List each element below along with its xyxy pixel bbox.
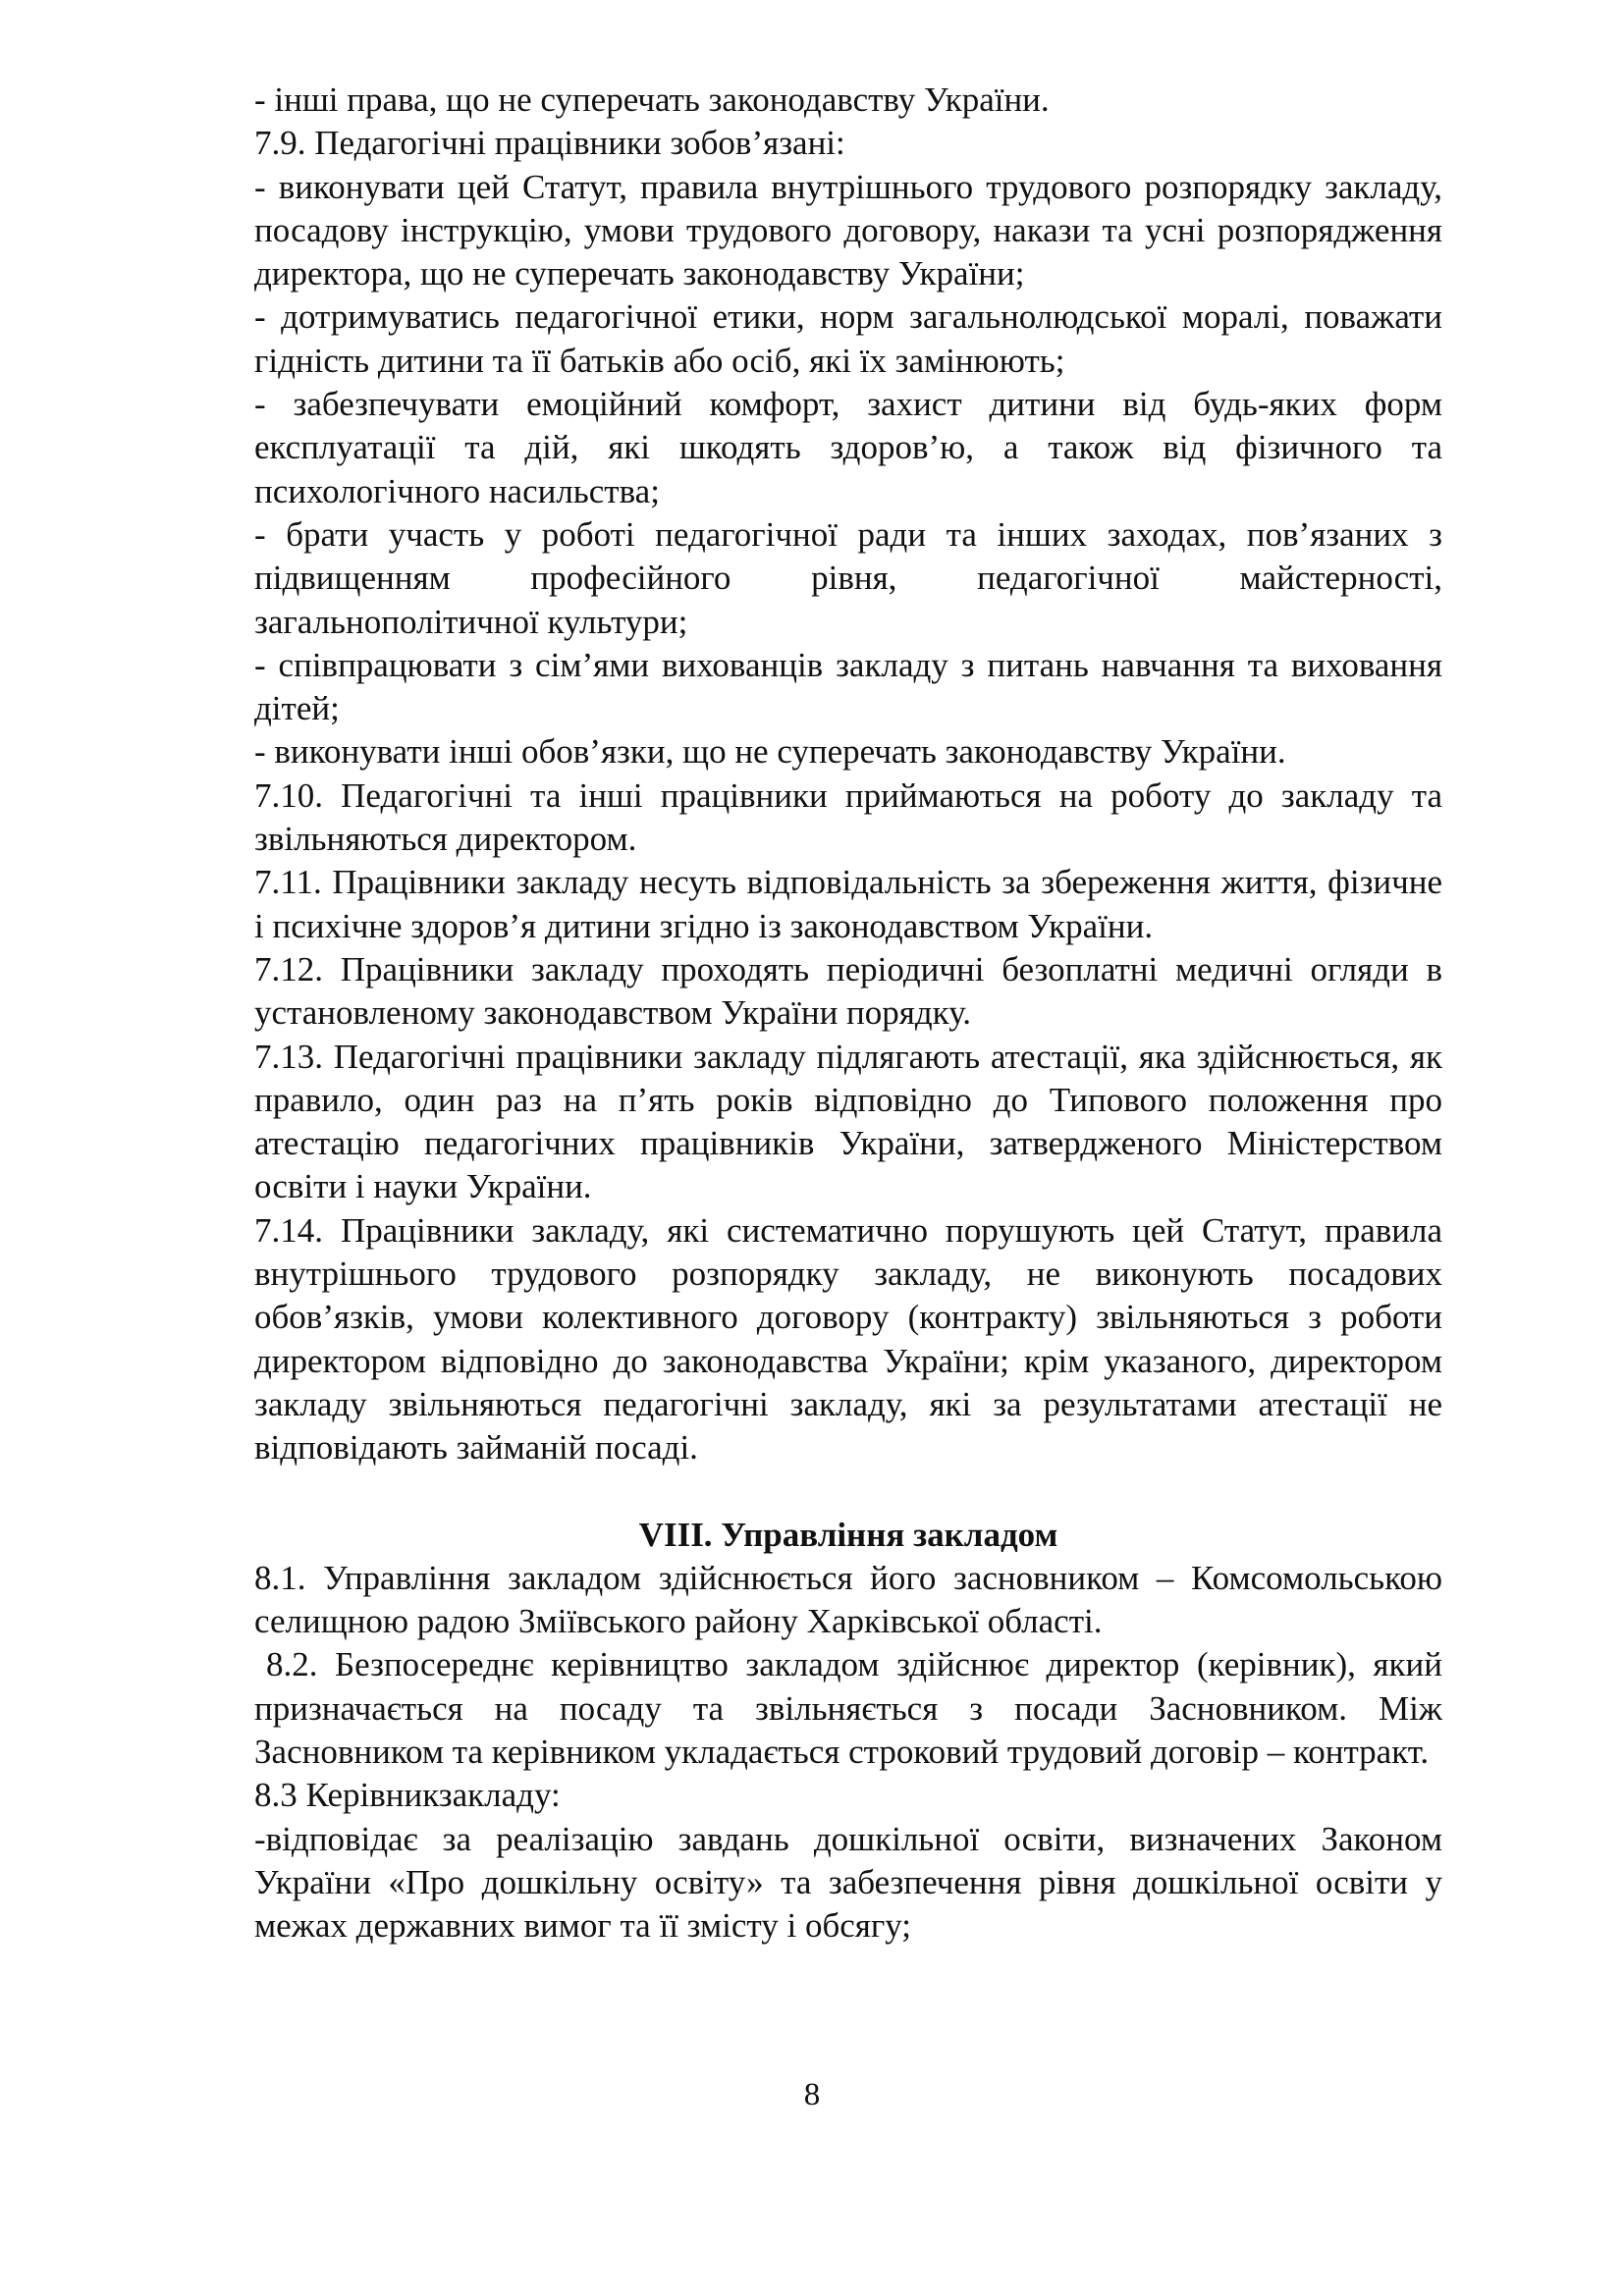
paragraph-7-14: 7.14. Працівники закладу, які систематично порушують цей Статут, правила внутрішнього трудового розпорядку закладу, не виконують посадових обов’язків, умови колективного договору (контракту) звільняються з роботи директором відповідно до законодавства України; крім указаного, директором закладу звільняються педагогічні закладу, які за результатами атестації не відповідають займаній посаді.	[254, 1210, 1442, 1468]
paragraph-8-2: 8.2. Безпосереднє керівництво закладом здійснює директор (керівник), який призначається на посаду та звільняється з посади Засновником. Між Засновником та керівником укладається строковий трудовий договір – контракт.	[254, 1645, 1442, 1771]
paragraph-7-10: 7.10. Педагогічні та інші працівники приймаються на роботу до закладу та звільняються директором.	[254, 775, 1442, 859]
paragraph-8-3-responsibility: -відповідає за реалізацію завдань дошкільної освіти, визначених Законом України «Про дошкільну освіту» та забезпечення рівня дошкільної освіти у межах державних вимог та її змісту і обсягу;	[254, 1819, 1442, 1946]
paragraph-7-9-statute: - виконувати цей Статут, правила внутрішнього трудового розпорядку закладу, посадову інструкцію, умови трудового договору, накази та усні розпорядження директора, що не суперечать законодавству України;	[254, 167, 1442, 294]
paragraph-7-13: 7.13. Педагогічні працівники закладу підлягають атестації, яка здійснюється, як правило, один раз на п’ять років відповідно до Типового положення про атестацію педагогічних працівників України, затвердженого Міністерством освіти і науки України.	[254, 1037, 1442, 1206]
paragraph-7-9-families: - співпрацювати з сім’ями вихованців закладу з питань навчання та виховання дітей;	[254, 645, 1442, 728]
page-number: 8	[803, 2077, 821, 2112]
paragraph-7-9-comfort: - забезпечувати емоційний комфорт, захист дитини від будь-яких форм експлуатації та дій, які шкодять здоров’ю, а також від фізичного та психологічного насильства;	[254, 385, 1442, 510]
paragraph-7-9-other-duties: - виконувати інші обов’язки, що не суперечать законодавству України.	[254, 732, 1286, 772]
paragraph-7-9-ethics: - дотримуватись педагогічної етики, норм загальнолюдської моралі, поважати гідність дитини та її батьків або осіб, які їх замінюють;	[254, 297, 1442, 380]
paragraph-7-9-council: - брати участь у роботі педагогічної ради та інших заходах, пов’язаних з підвищенням професійного рівня, педагогічної майстерності, загальнополітичної культури;	[254, 514, 1442, 641]
paragraph-other-rights: - інші права, що не суперечать законодавству України.	[254, 80, 1050, 119]
paragraph-7-12: 7.12. Працівники закладу проходять періодичні безоплатні медичні огляди в установленому законодавством України порядку.	[254, 949, 1442, 1033]
paragraph-7-11: 7.11. Працівники закладу несуть відповідальність за збереження життя, фізичне і психічне здоров’я дитини згідно із законодавством України.	[254, 863, 1442, 945]
paragraph-7-9-heading: 7.9. Педагогічні працівники зобов’язані:	[254, 124, 845, 163]
paragraph-8-3-heading: 8.3 Керівникзакладу:	[254, 1776, 561, 1815]
section-title: VIII. Управління закладом	[638, 1515, 1058, 1554]
paragraph-8-1: 8.1. Управління закладом здійснюється його засновником – Комсомольською селищною радою Зміївського району Харківської області.	[254, 1558, 1442, 1641]
document-page	[254, 79, 1442, 1948]
